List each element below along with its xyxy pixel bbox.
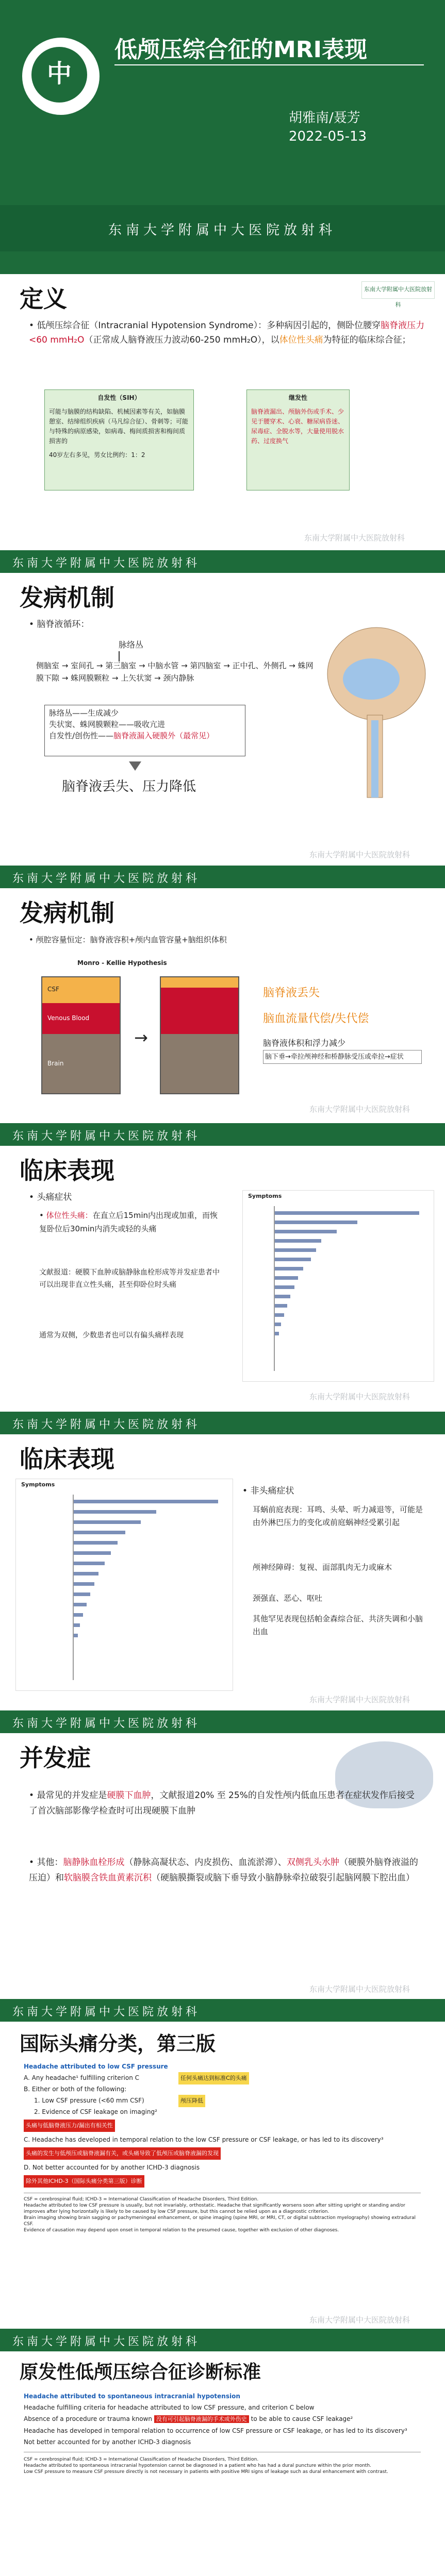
page-title: 低颅压综合征的MRI表现	[114, 37, 368, 63]
logo-seal: 中	[21, 36, 101, 116]
definition-bullet: • 低颅压综合征（Intracranial Hypotension Syndrome）：多种病因引起的，侧卧位腰穿脑脊液压力<60 mmH₂O（正常成人脑脊液压力波动60-250 mmH₂O），以体位性头痛为特征的临床综合征；	[29, 320, 425, 345]
date: 2022-05-13	[289, 129, 367, 144]
hypothesis-title: Monro - Kellie Hypothesis	[77, 959, 167, 967]
watermark: 东南大学附属中大医院放射科	[309, 1985, 410, 1994]
bullet-2: • 体位性头痛：在直立后15min内出现或加重，而恢复卧位后30min内消失或轻的头痛	[39, 1211, 218, 1233]
logo-badge: 东南大学附属中大医院放射科	[361, 281, 435, 299]
spontaneous-box: 自发性（SIH） 可能与脑膜的结构缺陷、机械因素等有关，如脑膜憩室、结缔组织疾病（马凡综合征）、骨刺等；可能与特殊的病原感染，如病毒、梅间质损害和梅间质损害的 40岁左右多见，男女比例约：1：2	[44, 389, 194, 490]
criteria-box: Headache attributed to low CSF pressure A. Any headache¹ fulfilling criterion C 任何头痛达到标准C的头痛 B. Either or both of the following: 1. Low CSF pressure (<60 mm CSF) 颅压降低 2. Evidence of CSF leakage on imaging² 头痛与低脑脊液压力/漏出有相关性 C. Headache has developed in temporal relation to the low CSF pressure or CSF leakage, or has led to its discovery³ 头痛的发生与低颅压或脑脊液漏有关，或头痛导致了低颅压或脑脊液漏的发现 D. Not better accounted for by another ICHD-3 diagnosis 除外其他ICHD-3（国际头痛分类第三版）诊断 CSF = cerebrospinal fluid; ICHD-3 = International Classification of Headache Disorders, Third Edition. Headache attributed to low CSF pressure is usually, but not invariably, orthostatic. Headache that significantly worsens soon after sitting upright or standing and/or improves after lying horizontally is likely to be caused by low CSF pressure, but this cannot be relied upon as a diagnostic criterion. Brain imaging showing brain sagging or pachymeningeal enhancement, or spine imaging (spine MRI, or MRI, CT, or digital subtraction myelography) showing extradural CSF. Evidence of causation may depend upon onset in temporal relation to the presumed cause, together with exclusion of other diagnoses.	[24, 2061, 421, 2318]
result-1: 脑脊液丢失	[263, 987, 320, 999]
band: 东南大学附属中大医院放射科	[0, 550, 445, 573]
bullet-1: • 头痛症状	[29, 1192, 72, 1202]
watermark: 东南大学附属中大医院放射科	[309, 850, 410, 859]
top-band	[0, 251, 445, 274]
bullet-4: 通常为双侧，少数患者也可以有偏头痛样表现	[39, 1331, 184, 1340]
bullet-4: 颈强直、恶心、呕吐	[253, 1594, 323, 1603]
symptom-chart: Symptoms	[242, 1190, 434, 1382]
band: 东南大学附属中大医院放射科	[0, 1999, 445, 2022]
brain-diagram	[320, 617, 433, 803]
symptom-chart: Symptoms	[15, 1479, 233, 1691]
result-4: 脑下垂→牵拉颅神经和桥静脉受压或牵拉→症状	[263, 1050, 422, 1064]
slide-heading: 国际头痛分类，第三版	[20, 2032, 216, 2055]
slide-heading: 原发性低颅压综合征诊断标准	[20, 2362, 261, 2383]
venous-label: Venous Blood	[47, 1014, 90, 1022]
bullet-5: 其他罕见表现包括帕金森综合征、共济失调和小脑出血	[253, 1614, 423, 1636]
bullet-1: • 最常见的并发症是硬膜下血肿，文献报道20% 至 25%的自发性颅内低血压患者在症状发作后接受了首次脑部影像学检查时可出现硬膜下血肿	[29, 1790, 415, 1816]
watermark: 东南大学附属中大医院放射科	[309, 1105, 410, 1114]
watermark: 东南大学附属中大医院放射科	[309, 2315, 410, 2325]
bullet-3: 文献报道：硬膜下血肿或脑静脉血栓形成等并发症患者中可以出现非直立性头痛，甚至仰卧位时头痛	[39, 1268, 220, 1289]
bullet-3: 颅神经障碍：复视、面部肌肉无力或麻木	[253, 1563, 392, 1572]
slide-diagnosis	[0, 2329, 445, 2576]
slide-clinical-2	[0, 1412, 445, 1710]
author: 胡雅南/聂芳	[289, 110, 360, 126]
slide-title	[0, 0, 445, 251]
bullet-2: • 其他：脑静脉血栓形成（静脉高凝状态、内皮损伤、血流淤滞）、双侧乳头水肿（硬膜外脑脊液溢的压迫）和软脑膜含铁血黄素沉积（硬脑膜撕裂或脑下垂导致小脑静脉牵拉破裂引起脑网膜下腔出血）	[29, 1857, 418, 1883]
slide-heading: 临床表现	[20, 1157, 114, 1184]
band: 东南大学附属中大医院放射科	[0, 1412, 445, 1434]
slide-heading: 发病机制	[20, 584, 114, 612]
band: 东南大学附属中大医院放射科	[0, 1123, 445, 1146]
band: 东南大学附属中大医院放射科	[0, 866, 445, 888]
criteria-box: Headache attributed to spontaneous intracranial hypotension Headache fulfilling criteria for headache attributed to low CSF pressure, and criterion C below Absence of a procedure or trauma known 没有可引起脑脊液漏的手术或外伤史 to be able to cause CSF leakage² Headache has developed in temporal relation to occurrence of low CSF pressure or CSF leakage, or has led to its discovery³ Not better accounted for by another ICHD-3 diagnosis CSF = cerebrospinal fluid; ICHD-3 = International Classification of Headache Disorders, Third Edition. Headache attributed to spontaneous intracranial hypotension cannot be diagnosed in a patient who has had a dural puncture within the prior month. Low CSF pressure to measure CSF pressure directly is not necessary in patients with positive MRI signs of leakage such as dural enhancement with contrast.	[24, 2391, 421, 2576]
brain-label: Brain	[47, 1060, 64, 1067]
mechanism-box: 脉络丛——生成减少 失状窦、蛛网膜颗粒——吸收亢进 自发性/创伤性——脑脊液漏入硬膜外（最常见）	[44, 705, 245, 756]
band: 东南大学附属中大医院放射科	[0, 2329, 445, 2351]
slide-heading: 发病机制	[20, 899, 114, 927]
slide-heading: 定义	[20, 285, 67, 313]
slide-heading: 临床表现	[20, 1445, 114, 1473]
flow-2: 侧脑室 → 室间孔 → 第三脑室 → 中脑水管 → 第四脑室 → 正中孔、外侧孔 → 蛛网膜下隙 → 蛛网膜颗粒 → 上矢状窦 → 颈内静脉	[36, 661, 314, 683]
csf-label: CSF	[47, 986, 59, 993]
down-arrow	[129, 761, 141, 771]
monro-diagram: CSF Venous Blood Brain →	[31, 971, 248, 1100]
watermark: 东南大学附属中大医院放射科	[304, 533, 405, 543]
slide-mechanism-1	[0, 550, 445, 866]
slide-mechanism-2	[0, 866, 445, 1123]
bullet: • 颅腔容量恒定：脑脊液容积+颅内血管容量+脑组织体积	[29, 935, 227, 944]
slide-clinical-1	[0, 1123, 445, 1412]
slide-ichd3	[0, 1999, 445, 2329]
bottom-text: 脑脊液丢失、压力降低	[62, 779, 196, 794]
bullet-1: • 非头痛症状	[242, 1486, 294, 1496]
bullet-2: 耳蜗前庭表现：耳鸣、头晕、听力减退等，可能是由外淋巴压力的变化或前庭蜗神经受累引起	[253, 1505, 423, 1527]
slide-complications	[0, 1710, 445, 1999]
slide-definition	[0, 251, 445, 550]
watermark: 东南大学附属中大医院放射科	[309, 1392, 410, 1401]
bullet: • 脑脊液循环：	[29, 619, 90, 630]
bottom-band: 东南大学附属中大医院放射科	[0, 205, 445, 251]
slide-heading: 并发症	[20, 1744, 91, 1772]
result-2: 脑血流量代偿/失代偿	[263, 1012, 369, 1025]
title-rule	[114, 64, 424, 65]
flow-1: 脉络丛	[119, 640, 144, 650]
watermark: 东南大学附属中大医院放射科	[309, 1695, 410, 1704]
band: 东南大学附属中大医院放射科	[0, 1710, 445, 1733]
secondary-box: 继发性 脑脊液漏出、颅脑外伤或手术、少见于腰穿术、心衰、糖尿病昏迷、尿毒症、全脱水等，大量使用脱水药、过度换气	[246, 389, 350, 490]
result-3: 脑脊液体积和浮力减少	[263, 1038, 346, 1048]
